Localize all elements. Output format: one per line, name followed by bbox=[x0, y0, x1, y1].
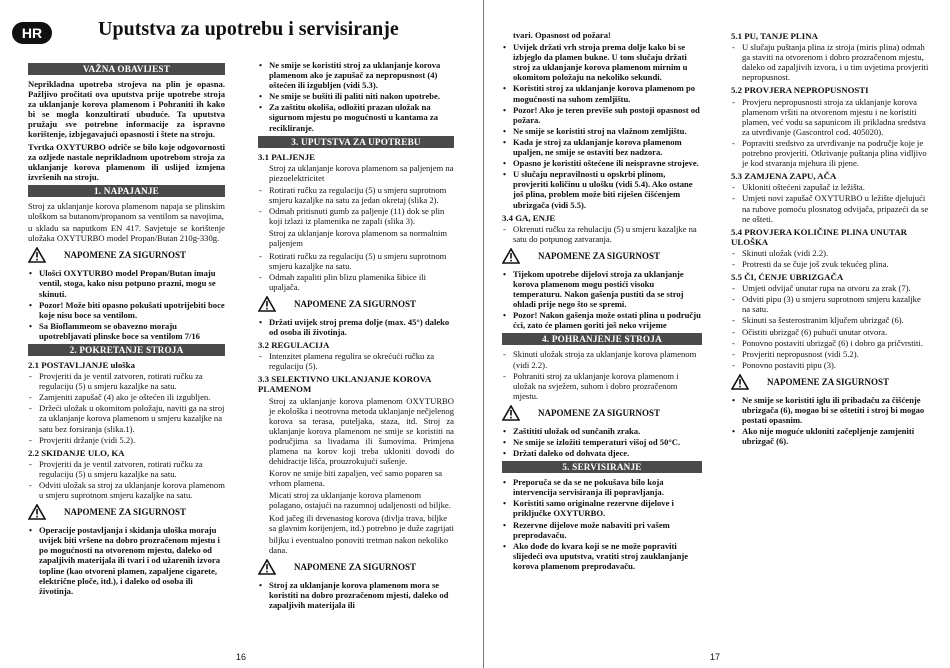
warning-label: NAPOMENE ZA SIGURNOST bbox=[64, 250, 187, 261]
supply-text-2: u skladu sa naputkom EN 417. Savjetuje se korištenje uložaka OXYTURBO model Propan/Butan 210g-330g. bbox=[28, 223, 225, 244]
warning-label: NAPOMENE ZA SIGURNOST bbox=[538, 250, 661, 261]
warning-label: NAPOMENE ZA SIGURNOST bbox=[538, 407, 661, 418]
paragraph: Stroj za uklanjanje korova plamenom OXYTURBO je ekološka i neotrovna metoda uklanjanje nečjelenog korova sa terasa, puteljaka, staza, itd. Stroj za uklanjanje korova plamenom ne smije se koristiti na područjima sa livadama ili šumovima. Primjena plamena na korov koji treba ukloniti dovodi do dehidracije lišća, prouzrokujući sušenje. bbox=[269, 395, 454, 467]
list-item: • Koristiti stroj za uklanjanje korova plamenom po mogućnosti na suhom zemljištu. bbox=[502, 83, 702, 103]
list-item: • Preporuča se da se ne pokušava bilo koja intervencija servisiranja ili popravljanja. bbox=[502, 477, 702, 497]
warning-label: NAPOMENE ZA SIGURNOST bbox=[294, 298, 417, 309]
list-item: • Držati uvijek stroj prema dolje (max. 45°) daleko od osoba ili životinja. bbox=[258, 317, 454, 337]
list-item: • Ako dođe do kvara koji se ne može popraviti slijedeći ova uputstva, vratiti stroj zauklanjanje korova plamenom preprodavaču. bbox=[502, 541, 702, 571]
list-item: - Pohraniti stroj za uklanjanje korova plamenom i uložak na svježem, suhom i dobro prozračenom mjestu. bbox=[502, 371, 702, 401]
safety-warning bbox=[502, 248, 702, 264]
list-item: - Očistiti ubrizgač (6) puhući unutar otvora. bbox=[731, 327, 929, 337]
page-divider bbox=[483, 0, 484, 668]
list-item: • Ako nije moguće ukloniti začepljenje zamjeniti ubrizgač (6). bbox=[731, 426, 929, 446]
list-item: • Pozor! Nakon gašenja može ostati plina u području ćci, zato će plamen goriti još neko vrijeme bbox=[502, 310, 702, 330]
list-item: - Držeći uložak u okomitom položaju, naviti ga na stroj za uklanjanje korova plamenom u smjeru kazaljke na satu bez forsiranja (slika.1). bbox=[28, 403, 225, 433]
subsection-title: 5.5 ČI, ĆENJE UBRIZGAČA bbox=[731, 272, 844, 283]
safety-warning bbox=[28, 247, 225, 263]
warning-triangle-icon bbox=[502, 248, 520, 264]
list-item: - Provjeriti da je ventil zatvoren, rotirati ručku za regulaciju (5) u smjeru kazaljke na satu. bbox=[28, 371, 225, 391]
language-badge: HR bbox=[12, 22, 52, 44]
safety-warning bbox=[731, 374, 929, 390]
section-title-supply: 1. NAPAJANJE bbox=[28, 185, 225, 197]
list-item: • Koristiti samo originalne rezervne dijelove i priključke OXYTURBO. bbox=[502, 498, 702, 518]
list-item: - Intenzitet plamena regulira se okrećući ručku za regulaciju (5). bbox=[258, 351, 454, 371]
column-3 bbox=[502, 30, 702, 573]
safety-warning bbox=[258, 559, 454, 575]
list-item: • U slučaju nepravilnosti u opskrbi plinom, provjeriti količinu u ulošku (vidi 5.4). Ako ostane još plina, problem može biti riješen čišćenjem ubrizgača (vidi 5.5). bbox=[502, 169, 702, 209]
continued-text: tvari. Opasnost od požara! bbox=[513, 30, 611, 40]
warning-triangle-icon bbox=[28, 247, 46, 263]
section-title-startup: 2. POKRETANJE STROJA bbox=[28, 344, 225, 356]
warning-triangle-icon bbox=[28, 504, 46, 520]
subsection-title: 5.1 PU, TANJE PLINA bbox=[731, 31, 818, 41]
list-item: • Tijekom upotrebe dijelovi stroja za uklanjanje korova plamenom mogu postići visoku temperaturu. Nakon gašenja pustiti da se stroj ohladi prije nego što se spremi. bbox=[502, 269, 702, 309]
page-number-right: 17 bbox=[710, 652, 721, 662]
subsection-title: 2.1 POSTAVLJANJE uloška bbox=[28, 359, 135, 370]
list-item: - Skinuti uložak (vidi 2.2). bbox=[731, 248, 929, 258]
list-item: - Provjeriti nepropusnost (vidi 5.2). bbox=[731, 349, 929, 359]
list-item: • Stroj za uklanjanje korova plamenom mora se koristiti na dobro prozračenom mjesti, daleko od zapaljivih materijala ili bbox=[258, 580, 454, 610]
list-item: - Ponovno postaviti pipu (3). bbox=[731, 360, 929, 370]
list-item: - Ponovno postaviti ubrizgač (6) i dobro ga pričvrstiti. bbox=[731, 338, 929, 348]
subsection-title: 3.4 GA, ENJE bbox=[502, 212, 556, 223]
list-item: - Skinuti sa šesterostranim ključem ubrizgač (6). bbox=[731, 315, 929, 325]
list-item: • Pozor! Može biti opasno pokušati upotrijebiti boce koje nisu boce sa ventilom. bbox=[28, 300, 225, 320]
subsection-title: 3.3 SELEKTIVNO UKLANJANJE KOROVA PLAMENOM bbox=[258, 374, 431, 395]
safety-warning bbox=[28, 504, 225, 520]
list-item: • Držati daleko od dohvata djece. bbox=[502, 448, 702, 458]
paragraph: biljku i eventualno ponoviti tretman nakon nekoliko dana. bbox=[269, 534, 449, 555]
list-item: - Umjeti odvijač unutar rupa na otvoru za zrak (7). bbox=[731, 283, 929, 293]
warning-triangle-icon bbox=[502, 405, 520, 421]
section-title-usage: 3. UPUTSTVA ZA UPOTREBU bbox=[258, 136, 454, 148]
page-title: Uputstva za upotrebu i servisiranje bbox=[98, 18, 399, 40]
list-item: - U slučaju puštanja plina iz stroja (miris plina) odmah ga staviti na otvorenom i dobro prozračenom mjestu, daleko od zapaljivih izvora, i u tim uvjetima provjeriti nepropusnost. bbox=[731, 42, 929, 82]
paragraph: Micati stroj za uklanjanje korova plamenom polagano, ostajući na razumnoj udaljenosti od biljke. bbox=[269, 490, 451, 511]
warning-triangle-icon bbox=[731, 374, 749, 390]
section-title-storage: 4. POHRANJENJE STROJA bbox=[502, 333, 702, 345]
list-item: - Okrenuti ručku za rehulaciju (5) u smjeru kazaljke na satu do potpunog zatvaranja. bbox=[502, 224, 702, 244]
list-item: • Uvijek držati vrh stroja prema dolje kako bi se izbjeglo da plamen bukne. U tom slučaju držati stroj za uklanjanje korova plamenom mirnim u okomitom položaju na nekoliko sekundi. bbox=[502, 42, 702, 82]
list-item: • Rezervne dijelove može nabaviti pri vašem preprodavaču. bbox=[502, 520, 702, 540]
list-item: - Ukloniti oštećeni zapušač iz ležišta. bbox=[731, 182, 929, 192]
list-item: - Provjeru nepropusnosti stroja za uklanjanje korova plamenom vršiti na otvorenom mjestu i ne koristiti plamen, već vodu sa sapunicom ili prikladna sredstva za utvrđivanje (Gascontrol cod. 405020). bbox=[731, 97, 929, 137]
list-item: • Ne smije se koristiti stroj za uklanjanje korova plamenom ako je zapušač za nepropusnost (4) oštećen ili izgubljen (vidi 5.3). bbox=[258, 60, 454, 90]
page-number-left: 16 bbox=[236, 652, 247, 662]
subsection-title: 3.2 REGULACIJA bbox=[258, 340, 330, 351]
list-item: • Operacije postavljanja i skidanja uloška moraju uvijek biti vršene na dobro prozračenom mjestu i po mogućnosti na otvorenom mjestu, daleko od zapaljivih materijala ili tvari i od užarenih izvora topline (kao otvoreni plamen, zapaljene cigarete, električne ploče, itd.), i daleko od osoba ili životinja. bbox=[28, 525, 225, 596]
list-item: • Ne smije se izložiti temperaturi višoj od 50°C. bbox=[502, 437, 702, 447]
warning-label: NAPOMENE ZA SIGURNOST bbox=[294, 561, 417, 572]
list-item: - Zamjeniti zapušač (4) ako je oštećen ili izgubljen. bbox=[28, 392, 225, 402]
section-title-notice: VAŽNA OBAVIJEST bbox=[28, 63, 225, 75]
list-item: - Odmah pritisnuti gumb za paljenje (11) dok se plin koji izlazi iz plamenika ne zapali (slika 3). bbox=[258, 206, 454, 226]
subsection-title: 5.4 PROVJERA KOLIČINE PLINA UNUTAR ULOŠKA bbox=[731, 226, 908, 247]
column-4 bbox=[731, 28, 929, 448]
warning-triangle-icon bbox=[258, 559, 276, 575]
list-item: • Ne smije se koristiti stroj na vlažnom zemljištu. bbox=[502, 126, 702, 136]
safety-warning bbox=[502, 405, 702, 421]
list-item: - Skinuti uložak stroja za uklanjanje korova plamenom (vidi 2.2). bbox=[502, 349, 702, 369]
list-item: - Rotirati ručku za regulaciju (5) u smjeru suprotnom smjeru kazaljke na satu za jedan okretaj (slika 2). bbox=[258, 185, 454, 205]
right-page bbox=[495, 0, 950, 668]
subsection-subtitle: Stroj za uklanjanje korova plamenom sa normalnim paljenjem bbox=[269, 228, 448, 249]
list-item: • Opasno je koristiti oštećene ili neispravne strojeve. bbox=[502, 158, 702, 168]
list-item: - Odviti uložak sa stroj za uklanjanje korova plamenom u smjeru suprotnom smjeru kazaljke na satu. bbox=[28, 480, 225, 500]
list-item: - Umjeti novi zapušač OXYTURBO u ležište djelujući na rubove pomoću plosnatog odvijača, pripazeći da se ne ošteti. bbox=[731, 193, 929, 223]
warning-label: NAPOMENE ZA SIGURNOST bbox=[767, 376, 890, 387]
paragraph: Kod jačeg ili drvenastog korova (divlja trava, biljke sa glavnim korijenjem, itd.) potrebno je duže zagrijati bbox=[269, 512, 454, 533]
list-item: - Odviti pipu (3) u smjeru suprotnom smjeru kazaljke na satu. bbox=[731, 294, 929, 314]
list-item: • Za zaštitu okoliša, odložiti prazan uložak na sigurnom mjestu po mogućnosti u kantama za recikliranje. bbox=[258, 102, 454, 132]
paragraph: Korov ne smije biti zapaljen, već samo poparen sa vrhom plamena. bbox=[269, 468, 443, 489]
safety-warning bbox=[258, 296, 454, 312]
list-item: • Sa Bioflammeom se obavezno moraju upotrebljavati plinske boce sa ventilom 7/16 bbox=[28, 321, 225, 341]
list-item: - Odmah zapaliti plin blizu plamenika šibice ili upaljača. bbox=[258, 272, 454, 292]
column-2 bbox=[258, 60, 454, 612]
list-item: • Ne smije se koristiti iglu ili pribadaču za čišćenje ubrizgača (6), mogao bi se oštetiti i stroj bi mogao postati opasnim. bbox=[731, 395, 929, 425]
list-item: • Ne smije se bušiti ili paliti niti nakon upotrebe. bbox=[258, 91, 454, 101]
notice-text-2: Tvrtka OXYTURBO odriče se bilo koje odgovornosti za ozljede nastale neprikladnom upotrebom stroja za uklanjanje korova plamenom ili uslijed izmjena izvršenih na stroju. bbox=[28, 141, 225, 182]
warning-triangle-icon bbox=[258, 296, 276, 312]
list-item: • Pozor! Ako je teren previše suh postoji opasnost od požara. bbox=[502, 105, 702, 125]
list-item: • Ulošci OXYTURBO model Propan/Butan imaju ventil, stoga, kako nisu potpuno prazni, mogu se skinuti. bbox=[28, 268, 225, 298]
subsection-subtitle: Stroj za uklanjanje korova plamenom sa paljenjem na piezoelektricitet bbox=[269, 162, 454, 183]
notice-text: Neprikladna upotreba strojeva na plin je opasna. Pažljivo pročitati ova uputstva prije upotrebe stroja za uklanjanje korova plamenom i Pohraniti ih kako bi se mogla konzultirati ubuduće. Ta uputstva pružaju sve potrebne informacije za ispravno korištenje, izbjegavajući opasnosti i štete na stroju. bbox=[28, 79, 225, 140]
list-item: - Popraviti sredstvo za utvrđivanje na područje koje je potrebno provjeriti. Otkrivanje puštanja plina vidljivo je kod stvaranja mjehura ili pjene. bbox=[731, 138, 929, 168]
subsection-title: 3.1 PALJENJE bbox=[258, 151, 316, 162]
column-1 bbox=[28, 60, 225, 598]
warning-label: NAPOMENE ZA SIGURNOST bbox=[64, 507, 187, 518]
subsection-title: 5.2 PROVJERA NEPROPUSNOSTI bbox=[731, 85, 869, 96]
list-item: - Rotirati ručku za regulaciju (5) u smjeru suprotnom smjeru kazaljke na satu. bbox=[258, 251, 454, 271]
list-item: • Zaštititi uložak od sunčanih zraka. bbox=[502, 426, 702, 436]
supply-text: Stroj za uklanjanje korova plamenom napaja se plinskim uloškom sa butanom/propanom sa ventilom sa navojima, bbox=[28, 200, 225, 222]
list-item: - Protresti da se čuje još zvuk tekućeg plina. bbox=[731, 259, 929, 269]
list-item: • Kada je stroj za uklanjanje korova plamenom upaljen, ne smije se ostaviti bez nadzora. bbox=[502, 137, 702, 157]
section-title-service: 5. SERVISIRANJE bbox=[502, 461, 702, 473]
subsection-title: 5.3 ZAMJENA ZAPU, AČA bbox=[731, 171, 837, 182]
subsection-title: 2.2 SKIDANJE ULO, KA bbox=[28, 447, 125, 458]
list-item: - Provjeriti držanje (vidi 5.2). bbox=[28, 435, 225, 445]
list-item: - Provjeriti da je ventil zatvoren, rotirati ručku za regulaciju (5) u smjeru kazaljke na satu. bbox=[28, 459, 225, 479]
